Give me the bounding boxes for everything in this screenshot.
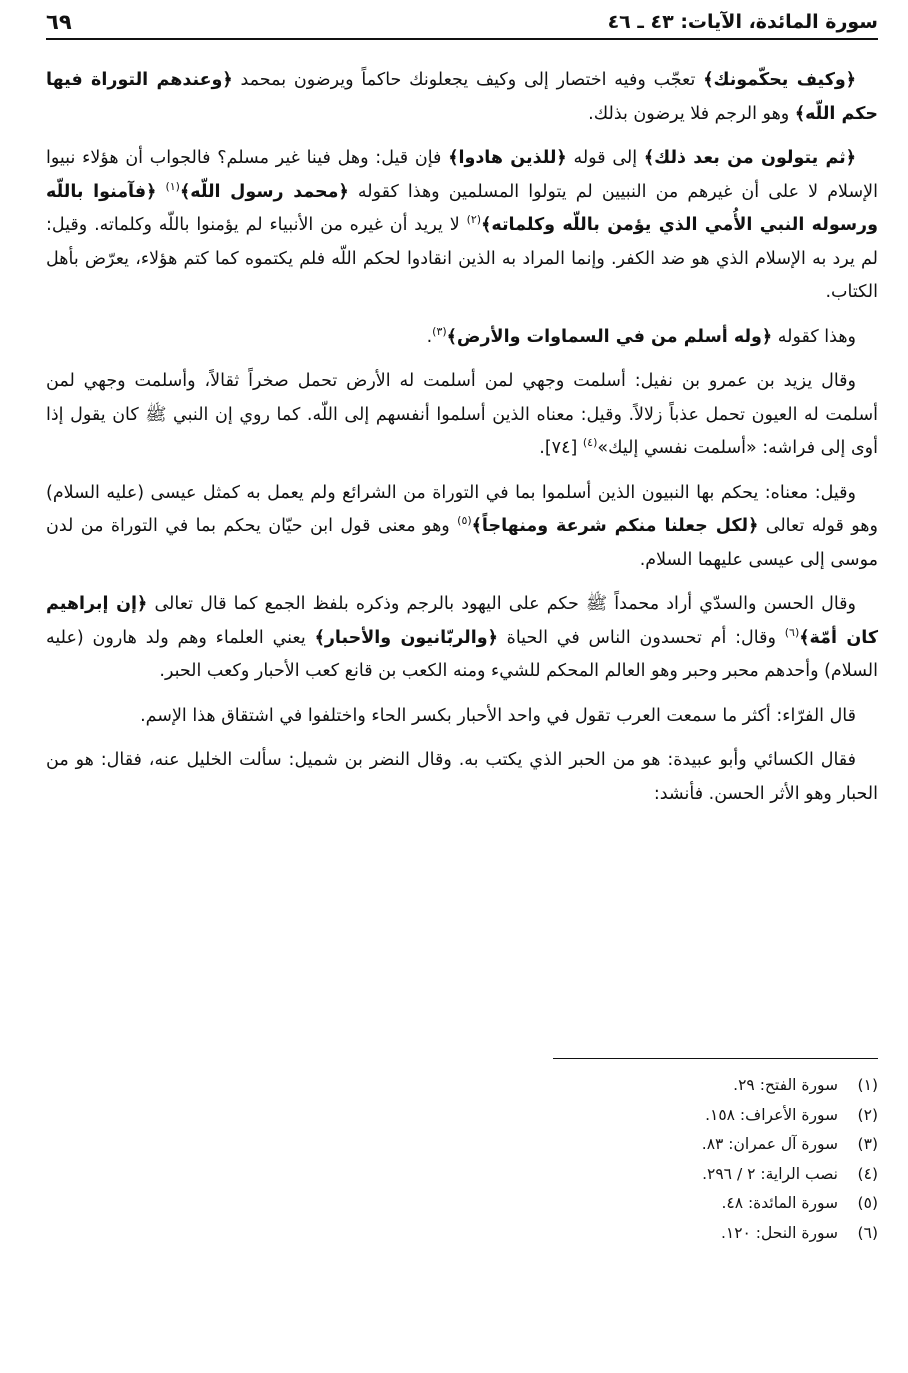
quran-quote: ﴿لكل جعلنا منكم شرعة ومنهاجاً﴾ (471, 516, 759, 536)
quran-quote: ﴿وكيف يحكّمونك﴾ (703, 70, 856, 90)
footnote-reference: (٦) (784, 625, 800, 639)
footnote-number: (٤) (857, 1164, 878, 1183)
paragraph-text: وهو الرجم فلا يرضون بذلك. (588, 103, 795, 124)
quran-quote: ﴿فآمنوا باللّه ورسوله النبي الأُمي الذي يؤمن باللّه وكلماته﴾ (46, 181, 878, 235)
footnote-text: سورة النحل: ١٢٠. (720, 1223, 838, 1242)
book-page (46, 0, 878, 1373)
paragraph (46, 142, 878, 310)
paragraph (46, 365, 878, 466)
footnote-number: (١) (857, 1076, 878, 1094)
footnote-number: (٢) (857, 1105, 878, 1124)
quran-quote: ﴿وله أسلم من في السماوات والأرض﴾ (446, 326, 773, 347)
footnote-text: سورة آل عمران: ٨٣. (701, 1135, 838, 1153)
paragraph-text: [٧٤]. (539, 438, 583, 458)
running-header (46, 6, 878, 36)
quran-quote: ﴿محمد رسول اللّه﴾ (179, 181, 349, 202)
footnote-text: سورة الأعراف: ١٥٨. (705, 1105, 838, 1124)
footnote-reference: (٣) (432, 324, 447, 338)
quran-quote: ﴿وعندهم التوراة فيها حكم اللّه﴾ (46, 70, 878, 124)
header-divider (46, 38, 878, 40)
paragraph-text: وقيل: معناه: يحكم بها النبيون الذين أسلموا بما في التوراة من الشرائع ولم يعمل به كمثل عيسى (عليه السلام) وهو قوله تعالى (46, 482, 878, 536)
paragraph (46, 64, 878, 131)
quran-quote: ﴿والربّانيون والأحبار﴾ (314, 627, 498, 648)
quran-quote: ﴿إن إبراهيم كان أمّة﴾ (46, 594, 879, 648)
footnote (378, 1189, 878, 1219)
page-number: ٦٩ (46, 10, 72, 34)
paragraph (46, 700, 878, 734)
footnote (378, 1130, 878, 1160)
paragraph-text: فإن قيل: وهل فينا غير مسلم؟ فالجواب أن هؤلاء نبيوا الإسلام لا على أن غيرهم من النبيين لم يتولوا المسلمين وهذا كقوله (46, 148, 878, 202)
paragraph-text: إلى قوله (566, 148, 644, 168)
paragraph-text: وقال يزيد بن عمرو بن نفيل: أسلمت وجهي لمن أسلمت له الأرض تحمل صخراً ثقالاً، وأسلمت وجهي لمن أسلمت له العيون تحمل عذباً زلالاً. وقيل: معناه الذين أسلموا أنفسهم إلى اللّه. كما روي إن النبي ﷺ كان يقول إذا أوى إلى فراشه: «أسلمت نفسي إليك» (46, 371, 878, 458)
paragraph-text: قال الفرّاء: أكثر ما سمعت العرب تقول في واحد الأحبار بكسر الحاء واختلفوا في اشتقاق هذا الإسم. (140, 705, 856, 726)
paragraph-text: وهو معنى قول ابن حيّان يحكم بما في التوراة من لدن موسى إلى عيسى عليهما السلام. (46, 516, 878, 570)
paragraph-text: وقال: أم تحسدون الناس في الحياة (497, 627, 785, 648)
paragraph-text: تعجّب وفيه اختصار إلى وكيف يجعلونك حاكماً ويرضون بمحمد (232, 70, 704, 90)
paragraph (46, 477, 878, 578)
footnote (378, 1219, 878, 1249)
footnote-number: (٦) (857, 1223, 878, 1242)
footnote-text: نصب الراية: ٢ / ٢٩٦. (702, 1164, 838, 1183)
footnote (378, 1101, 878, 1131)
footnote-number: (٥) (857, 1194, 878, 1212)
paragraph-text: يعني العلماء وهم ولد هارون (عليه السلام) وأحدهم محبر وحبر وهو العالم المحكم للشيء ومنه الكعب بن قانع كعب الأحبار وكعب الحبر. (46, 627, 878, 681)
footnote-reference: (٤) (582, 436, 598, 450)
footnote-reference: (٥) (457, 514, 472, 528)
quran-quote: ﴿للذين هادوا﴾ (448, 148, 567, 168)
footnote-reference: (١) (165, 179, 180, 193)
footnote (378, 1071, 878, 1101)
footnote-text: سورة المائدة: ٤٨. (721, 1194, 838, 1212)
footnote (378, 1160, 878, 1190)
footnote-reference: (٢) (466, 213, 482, 227)
paragraph-text: . (426, 326, 433, 347)
main-text (46, 64, 878, 822)
paragraph-text: وهذا كقوله (772, 326, 856, 347)
paragraph (46, 744, 878, 811)
footnote-number: (٣) (857, 1135, 878, 1153)
paragraph-text: وقال الحسن والسدّي أراد محمداً ﷺ حكم على اليهود بالرجم وذكره بلفظ الجمع كما قال تعالى (147, 594, 856, 614)
footnote-text: سورة الفتح: ٢٩. (733, 1076, 838, 1094)
paragraph (46, 321, 878, 355)
footnotes (378, 1071, 878, 1248)
header-title: سورة المائدة، الآيات: ٤٣ ـ ٤٦ (607, 11, 878, 33)
paragraph-text: فقال الكسائي وأبو عبيدة: هو من الحبر الذي يكتب به. وقال النضر بن شميل: سألت الخليل عنه، فقال: هو من الحبار وهو الأثر الحسن. فأنشد: (46, 750, 878, 804)
quran-quote: ﴿ثم يتولون من بعد ذلك﴾ (643, 148, 857, 168)
paragraph (46, 588, 878, 689)
paragraph-text: لا يريد أن غيره من الأنبياء لم يؤمنوا باللّه وكلماته. وقيل: لم يرد به الإسلام الذي هو ضد الكفر. وإنما المراد به الذين انقادوا لحكم اللّه فلم يكتموه كما كتم هؤلاء، يعرّض بأهل الكتاب. (46, 215, 878, 302)
footnote-divider (553, 1058, 878, 1059)
